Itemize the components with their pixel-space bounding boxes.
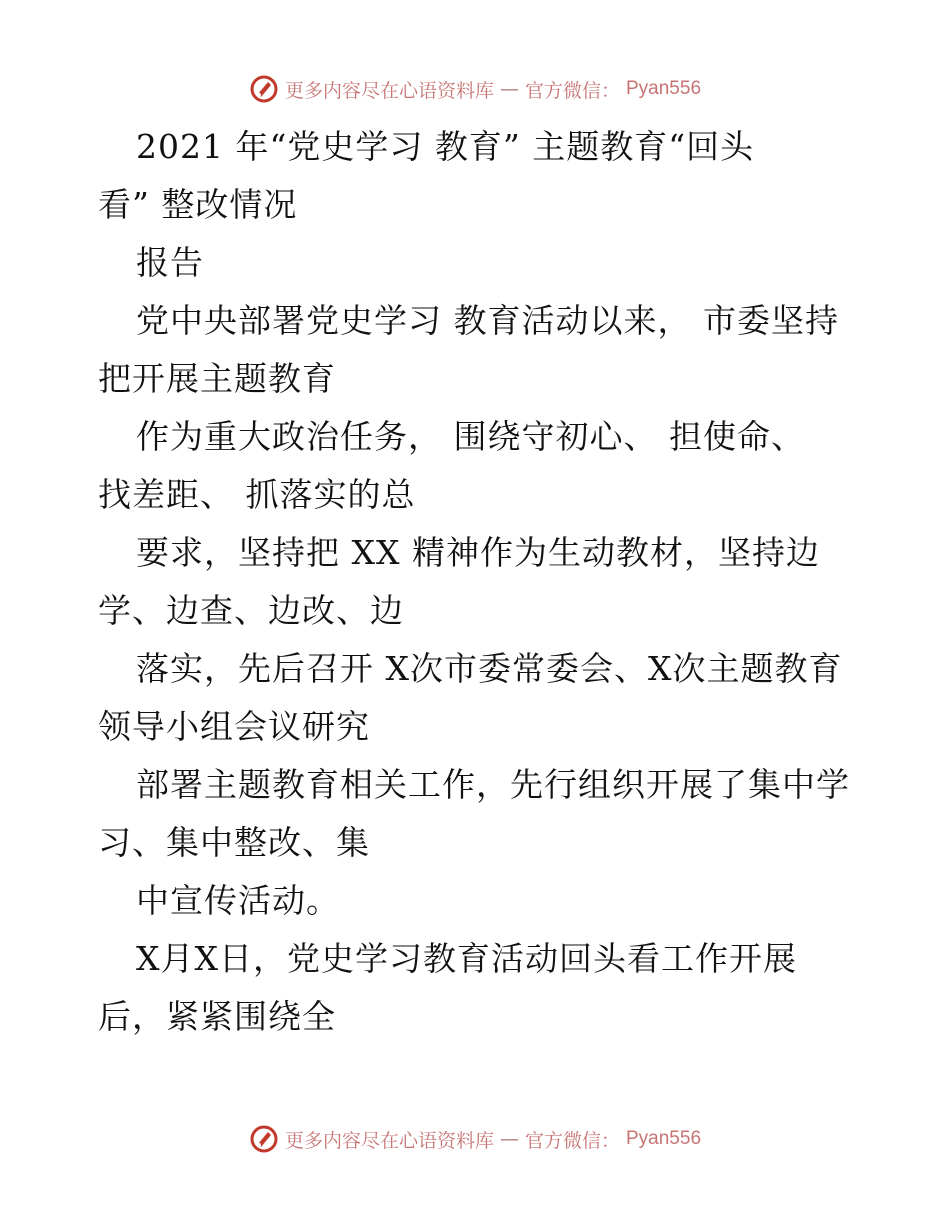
watermark-handle: Pyan556	[626, 78, 702, 99]
text-line: 学、边查、边改、边	[98, 591, 404, 630]
watermark-site: 更多内容尽在心语资料库	[284, 79, 494, 102]
text-line: X月X日，党史学习教育活动回头看工作开展	[136, 939, 797, 978]
text-line: 找差距、 抓落实的总	[98, 475, 416, 514]
text-line: 要求，坚持把 XX 精神作为生动教材，坚持边	[136, 533, 820, 572]
text-line: 后，紧紧围绕全	[98, 997, 336, 1036]
text-line: 落实，先后召开 X次市委常委会、X次主题教育	[136, 649, 843, 688]
text-line: 习、集中整改、集	[98, 823, 370, 862]
footer-watermark	[0, 1124, 950, 1154]
header-watermark	[0, 74, 950, 104]
logo-icon	[249, 1124, 279, 1154]
text-line: 把开展主题教育	[98, 359, 336, 398]
text-line: 领导小组会议研究	[98, 707, 370, 746]
watermark-official: 官方微信：	[524, 79, 620, 102]
text-line: 作为重大政治任务， 围绕守初心、 担使命、	[136, 417, 805, 456]
document-body	[98, 118, 878, 1046]
watermark-official: 官方微信：	[524, 1129, 620, 1152]
text-line: 报告	[136, 243, 204, 282]
text-line: 2021 年“党史学习 教育” 主题教育“回头	[136, 127, 755, 166]
watermark-site: 更多内容尽在心语资料库	[284, 1129, 494, 1152]
text-line: 看” 整改情况	[98, 185, 298, 224]
logo-icon	[249, 74, 279, 104]
watermark-separator: —	[499, 1128, 519, 1150]
text-line: 中宣传活动。	[136, 881, 340, 920]
watermark-separator: —	[499, 78, 519, 100]
watermark-handle: Pyan556	[626, 1128, 702, 1149]
text-line: 党中央部署党史学习 教育活动以来， 市委坚持	[136, 301, 839, 340]
text-line: 部署主题教育相关工作，先行组织开展了集中学	[136, 765, 850, 804]
